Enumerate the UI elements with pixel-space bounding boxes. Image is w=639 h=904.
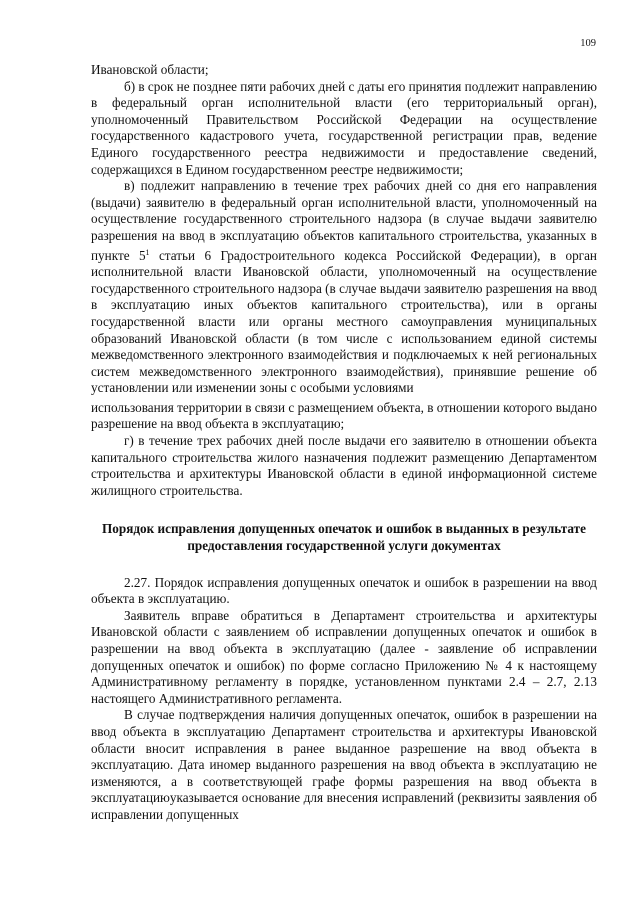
section-heading: Порядок исправления допущенных опечаток и ошибок в выданных в результате предоставления государственной услуги документах [102, 521, 586, 554]
paragraph-item-v: в) подлежит направлению в течение трех рабочих дней со дня его направления (выдачи) заявителю в федеральный орган исполнительной власти, уполномоченный на осуществление государственного строительного надзора (в случае выдачи заявителю разрешения на ввод в эксплуатацию объектов капитального строительства, указанных в пункте $5^1$ статьи 6 Градостроительного кодекса Российской Федерации), в орган исполнительной власти Ивановской области, уполномоченный на осуществление государственного строительного надзора (в случае выдачи заявителю разрешения на ввод в эксплуатацию иных объектов капитального строительства), или в органы государственной власти или органы местного самоуправления муниципальных образований Ивановской области (в том числе с использованием единой системы межведомственного электронного взаимодействия и подключаемых к ней региональных систем межведомственного электронного взаимодействия), принявшие решение об установлении или изменении зоны с особыми условиями [91, 178, 597, 396]
paragraph-item-b: б) в срок не позднее пяти рабочих дней с даты его принятия подлежит направлению в федеральный орган исполнительной власти (его территориальный орган), уполномоченный Правительством Российской Федерации на осуществление государственного кадастрового учета, государственной регистрации прав, ведение Единого государственного реестра недвижимости и предоставление сведений, содержащихся в Едином государственном реестре недвижимости; [91, 78, 597, 177]
paragraph-continuation-2: использования территории в связи с размещением объекта, в отношении которого выдано разрешение на ввод объекта в эксплуатацию; [91, 399, 597, 432]
paragraph-2-27: 2.27. Порядок исправления допущенных опечаток и ошибок в разрешении на ввод объекта в эксплуатацию. [91, 574, 597, 607]
paragraph-continuation: Ивановской области; [91, 62, 209, 77]
page-number: 109 [580, 38, 596, 49]
document-body [91, 62, 597, 824]
paragraph-applicant: Заявитель вправе обратиться в Департамент строительства и архитектуры Ивановской области с заявлением об исправлении допущенных опечаток и ошибок в разрешении на ввод объекта в эксплуатацию (далее - заявление об исправлении допущенных опечаток и ошибок) по форме согласно Приложению № 4 к настоящему Административному регламенту в порядке, установленном пунктами 2.4 – 2.7, 2.13 настоящего Административного регламента. [91, 607, 597, 706]
paragraph-item-g: г) в течение трех рабочих дней после выдачи его заявителю в отношении объекта капитального строительства жилого назначения подлежит размещению Департаментом строительства и архитектуры Ивановской области в единой информационной системе жилищного строительства. [91, 433, 597, 498]
paragraph-correction: В случае подтверждения наличия допущенных опечаток, ошибок в разрешении на ввод объекта в эксплуатацию Департамент строительства и архитектуры Ивановской области вносит исправления в ранее выданное разрешение на ввод объекта в эксплуатацию. Дата иномер выданного разрешения на ввод объекта в эксплуатацию не изменяются, а в соответствующей графе формы разрешения на ввод объекта в эксплуатациюуказывается основание для внесения исправлений (реквизиты заявления об исправлении допущенных [91, 707, 597, 822]
